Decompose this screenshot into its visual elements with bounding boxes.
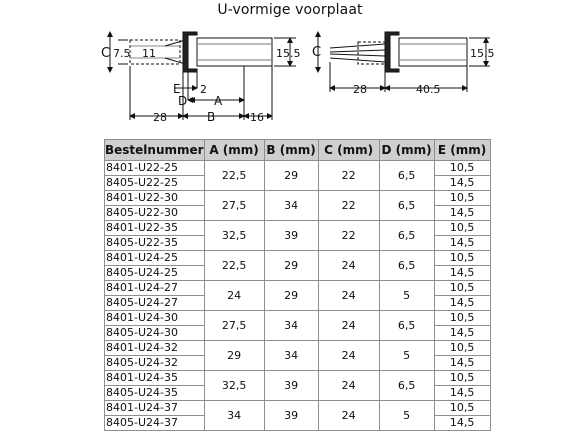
cell-c: 24 — [318, 341, 379, 371]
cell-d: 5 — [379, 401, 434, 431]
cell-a: 27,5 — [204, 311, 264, 341]
cell-bestelnummer: 8405-U22-25 — [105, 176, 205, 191]
cell-c: 22 — [318, 191, 379, 221]
header-a: A (mm) — [204, 140, 264, 161]
dim-7-5: 7.5 — [113, 47, 131, 60]
cell-bestelnummer: 8405-U22-35 — [105, 236, 205, 251]
cell-d: 6,5 — [379, 311, 434, 341]
dim-d: D — [178, 94, 188, 108]
cell-b: 39 — [264, 401, 318, 431]
header-bestelnummer: Bestelnummer — [105, 140, 205, 161]
cell-d: 6,5 — [379, 221, 434, 251]
cell-c: 24 — [318, 311, 379, 341]
table-row — [105, 191, 491, 206]
cell-a: 34 — [204, 401, 264, 431]
dim-11: 11 — [142, 47, 156, 60]
cell-d: 6,5 — [379, 251, 434, 281]
cell-e: 10,5 — [434, 281, 490, 296]
cell-bestelnummer: 8401-U24-27 — [105, 281, 205, 296]
table-row — [105, 251, 491, 266]
header-e: E (mm) — [434, 140, 490, 161]
spec-table-body — [105, 161, 491, 431]
cell-e: 14,5 — [434, 206, 490, 221]
cell-c: 24 — [318, 371, 379, 401]
table-row — [105, 281, 491, 296]
right-drawing — [318, 32, 490, 92]
cell-e: 14,5 — [434, 386, 490, 401]
cell-c: 22 — [318, 161, 379, 191]
cell-bestelnummer: 8405-U24-25 — [105, 266, 205, 281]
cell-b: 39 — [264, 371, 318, 401]
cell-b: 34 — [264, 191, 318, 221]
header-c: C (mm) — [318, 140, 379, 161]
cell-d: 6,5 — [379, 161, 434, 191]
dim-16: 16 — [250, 111, 264, 124]
cell-bestelnummer: 8401-U24-30 — [105, 311, 205, 326]
table-row — [105, 311, 491, 326]
cell-bestelnummer: 8401-U22-25 — [105, 161, 205, 176]
page-title: U-vormige voorplaat — [217, 2, 363, 18]
cell-e: 10,5 — [434, 161, 490, 176]
left-drawing — [110, 32, 296, 120]
cell-b: 29 — [264, 281, 318, 311]
cell-e: 10,5 — [434, 221, 490, 236]
technical-drawing — [0, 0, 580, 135]
cell-e: 10,5 — [434, 341, 490, 356]
cell-e: 10,5 — [434, 191, 490, 206]
cell-a: 32,5 — [204, 371, 264, 401]
cell-e: 14,5 — [434, 176, 490, 191]
table-header-row — [105, 140, 491, 161]
cell-d: 6,5 — [379, 191, 434, 221]
cell-a: 29 — [204, 341, 264, 371]
header-b: B (mm) — [264, 140, 318, 161]
dim-15-5-left: 15.5 — [276, 47, 301, 60]
dim-15-5-right: 15.5 — [470, 47, 495, 60]
header-d: D (mm) — [379, 140, 434, 161]
cell-a: 24 — [204, 281, 264, 311]
cell-e: 14,5 — [434, 416, 490, 431]
cell-e: 14,5 — [434, 236, 490, 251]
cell-e: 10,5 — [434, 251, 490, 266]
cell-b: 29 — [264, 251, 318, 281]
cell-bestelnummer: 8405-U22-30 — [105, 206, 205, 221]
cell-b: 34 — [264, 341, 318, 371]
cell-d: 5 — [379, 341, 434, 371]
cell-e: 14,5 — [434, 296, 490, 311]
cell-b: 29 — [264, 161, 318, 191]
dim-c-left: C — [101, 46, 111, 61]
dim-28-left: 28 — [153, 111, 167, 124]
cell-d: 6,5 — [379, 371, 434, 401]
cell-bestelnummer: 8405-U24-32 — [105, 356, 205, 371]
cell-c: 24 — [318, 251, 379, 281]
cell-e: 14,5 — [434, 266, 490, 281]
cell-e: 10,5 — [434, 371, 490, 386]
table-row — [105, 341, 491, 356]
cell-bestelnummer: 8405-U24-30 — [105, 326, 205, 341]
cell-c: 24 — [318, 401, 379, 431]
dim-40-5: 40.5 — [416, 83, 441, 96]
dim-b: B — [207, 110, 216, 124]
cell-e: 14,5 — [434, 356, 490, 371]
table-row — [105, 401, 491, 416]
dim-2: 2 — [200, 83, 207, 96]
cell-e: 10,5 — [434, 401, 490, 416]
dim-e: E — [173, 82, 181, 96]
cell-c: 22 — [318, 221, 379, 251]
dim-28-right: 28 — [353, 83, 367, 96]
cell-bestelnummer: 8401-U22-30 — [105, 191, 205, 206]
cell-bestelnummer: 8405-U24-37 — [105, 416, 205, 431]
cell-a: 32,5 — [204, 221, 264, 251]
cell-bestelnummer: 8405-U24-35 — [105, 386, 205, 401]
cell-bestelnummer: 8401-U24-35 — [105, 371, 205, 386]
cell-a: 22,5 — [204, 251, 264, 281]
cell-c: 24 — [318, 281, 379, 311]
cell-bestelnummer: 8401-U24-25 — [105, 251, 205, 266]
cell-b: 34 — [264, 311, 318, 341]
spec-table — [104, 139, 491, 431]
cell-b: 39 — [264, 221, 318, 251]
table-row — [105, 221, 491, 236]
cell-a: 22,5 — [204, 161, 264, 191]
cell-d: 5 — [379, 281, 434, 311]
cell-e: 10,5 — [434, 311, 490, 326]
cell-bestelnummer: 8405-U24-27 — [105, 296, 205, 311]
cell-bestelnummer: 8401-U22-35 — [105, 221, 205, 236]
dim-a: A — [214, 94, 223, 108]
cell-a: 27,5 — [204, 191, 264, 221]
cell-bestelnummer: 8401-U24-37 — [105, 401, 205, 416]
table-row — [105, 371, 491, 386]
cell-bestelnummer: 8401-U24-32 — [105, 341, 205, 356]
table-row — [105, 161, 491, 176]
dim-c-right: C — [312, 45, 322, 60]
cell-e: 14,5 — [434, 326, 490, 341]
